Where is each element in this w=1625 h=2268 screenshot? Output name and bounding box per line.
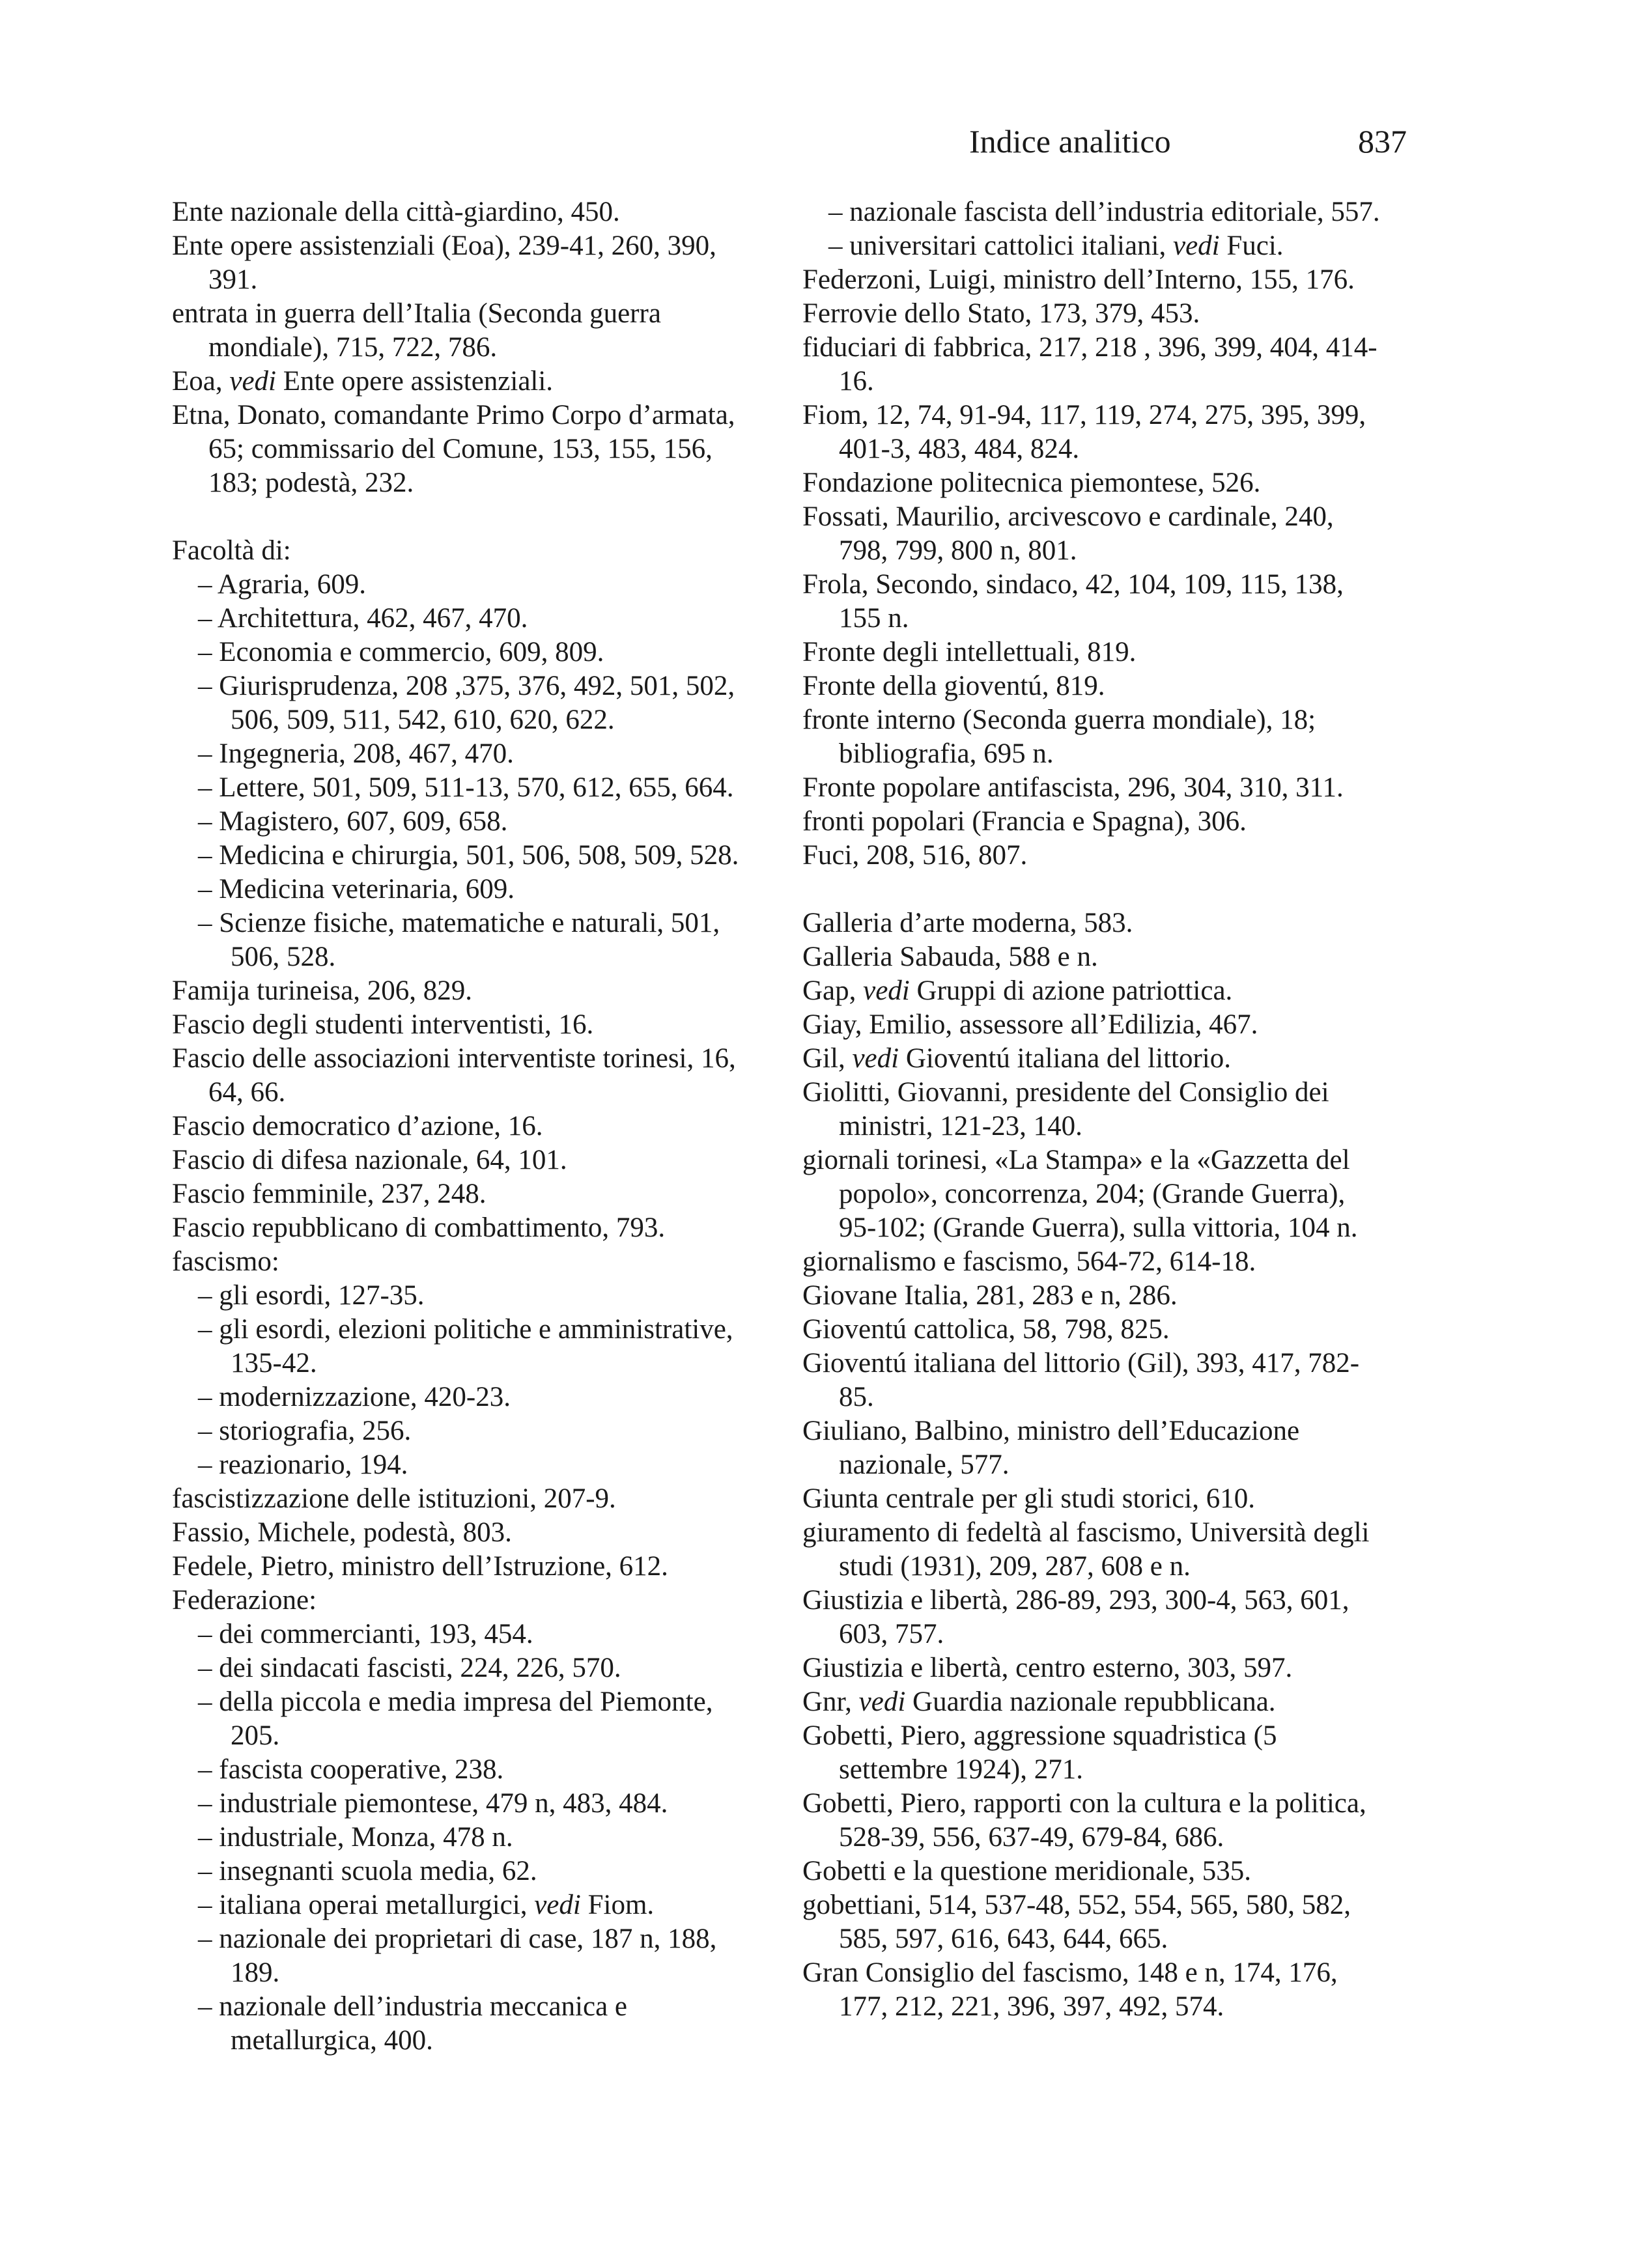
index-subentry: – Agraria, 609. — [172, 568, 758, 602]
index-entry: Ente nazionale della città-giardino, 450. — [172, 197, 620, 227]
index-entry: giornalismo e fascismo, 564-72, 614-18. — [802, 1246, 1256, 1277]
index-entry: Fascio femminile, 237, 248. — [172, 1179, 487, 1209]
index-entry: Giustizia e libertà, centro esterno, 303, 597. — [802, 1653, 1293, 1683]
index-entry: Fascio repubblicano di combattimento, 793. — [172, 1212, 666, 1243]
entry-text: italiana operai metallurgici, — [219, 1890, 535, 1920]
entry-text: Ente opere assistenziali. — [276, 366, 554, 397]
entry-text: universitari cattolici italiani, — [849, 231, 1173, 261]
index-column-left — [172, 195, 758, 2058]
index-entry: Frola, Secondo, sindaco, 42, 104, 109, 115, 138, 155 n. — [802, 569, 1344, 634]
index-subentry: – Economia e commercio, 609, 809. — [172, 636, 758, 669]
index-entry: Gran Consiglio del fascismo, 148 e n, 174, 176, 177, 212, 221, 396, 397, 492, 574. — [802, 1957, 1338, 2022]
index-subentry: – modernizzazione, 420-23. — [172, 1380, 758, 1414]
index-subentry: – Architettura, 462, 467, 470. — [172, 602, 758, 636]
index-entry — [802, 974, 1389, 1008]
index-entry: fiduciari di fabbrica, 217, 218 , 396, 399, 404, 414-16. — [802, 332, 1378, 397]
index-entry: gobettiani, 514, 537-48, 552, 554, 565, 580, 582, 585, 597, 616, 643, 644, 665. — [802, 1890, 1351, 1954]
index-entry: Galleria Sabauda, 588 e n. — [802, 942, 1098, 972]
entry-text: Gap, — [802, 975, 864, 1006]
index-entry: Fondazione politecnica piemontese, 526. — [802, 468, 1261, 498]
index-entry: Etna, Donato, comandante Primo Corpo d’armata, 65; commissario del Comune, 153, 155, 156, 183; podestà, 232. — [172, 400, 735, 498]
index-subentry: – Medicina e chirurgia, 501, 506, 508, 509, 528. — [172, 839, 758, 873]
index-entry: Giolitti, Giovanni, presidente del Consiglio dei ministri, 121-23, 140. — [802, 1077, 1329, 1141]
cross-reference-marker: vedi — [863, 975, 910, 1006]
index-subentry: – insegnanti scuola media, 62. — [172, 1855, 758, 1888]
index-entry: Famija turineisa, 206, 829. — [172, 975, 472, 1006]
index-entry: Fassio, Michele, podestà, 803. — [172, 1517, 512, 1548]
page-number: 837 — [1358, 123, 1407, 160]
running-title: Indice analitico — [969, 123, 1171, 160]
entry-text: Gioventú italiana del littorio. — [899, 1043, 1231, 1074]
cross-reference-marker: vedi — [852, 1043, 899, 1074]
index-entry: fronte interno (Seconda guerra mondiale), 18; bibliografia, 695 n. — [802, 705, 1316, 769]
index-entry: fronti popolari (Francia e Spagna), 306. — [802, 806, 1247, 837]
index-subentry: – reazionario, 194. — [172, 1448, 758, 1482]
entry-text: Gil, — [802, 1043, 853, 1074]
index-entry: Gioventú cattolica, 58, 798, 825. — [802, 1314, 1170, 1345]
index-entry: Ente opere assistenziali (Eoa), 239-41, 260, 390, 391. — [172, 231, 716, 295]
index-entry — [802, 1042, 1389, 1076]
cross-reference-marker: vedi — [1172, 231, 1220, 261]
index-entry: entrata in guerra dell’Italia (Seconda guerra mondiale), 715, 722, 786. — [172, 298, 661, 363]
index-entry: Fedele, Pietro, ministro dell’Istruzione, 612. — [172, 1551, 668, 1582]
cross-reference-marker: vedi — [229, 366, 276, 397]
entry-text: Gruppi di azione patriottica. — [909, 975, 1233, 1006]
index-entry: Giuliano, Balbino, ministro dell’Educazione nazionale, 577. — [802, 1416, 1300, 1480]
index-entry: Fascio di difesa nazionale, 64, 101. — [172, 1145, 567, 1175]
entry-text: Guardia nazionale repubblicana. — [905, 1687, 1276, 1717]
index-subentry: – Medicina veterinaria, 609. — [172, 873, 758, 906]
running-header — [969, 122, 1407, 175]
index-entry: Fiom, 12, 74, 91-94, 117, 119, 274, 275, 395, 399, 401-3, 483, 484, 824. — [802, 400, 1366, 464]
index-subentry: – nazionale dei proprietari di case, 187 n, 188, 189. — [172, 1922, 758, 1990]
index-entry: Gobetti, Piero, rapporti con la cultura e la politica, 528-39, 556, 637-49, 679-84, 686. — [802, 1788, 1366, 1853]
entry-text: Eoa, — [172, 366, 230, 397]
index-entry: Giunta centrale per gli studi storici, 610. — [802, 1483, 1255, 1514]
index-subentry: – dei commercianti, 193, 454. — [172, 1617, 758, 1651]
index-entry: Galleria d’arte moderna, 583. — [802, 908, 1133, 938]
index-entry: giuramento di fedeltà al fascismo, Università degli studi (1931), 209, 287, 608 e n. — [802, 1517, 1370, 1582]
index-subentry — [172, 1888, 758, 1922]
index-entry: giornali torinesi, «La Stampa» e la «Gazzetta del popolo», concorrenza, 204; (Grande Guerra), 95-102; (Grande Guerra), sulla vittoria, 104 n. — [802, 1145, 1358, 1243]
cross-reference-marker: vedi — [858, 1687, 906, 1717]
index-entry: Federzoni, Luigi, ministro dell’Interno, 155, 176. — [802, 264, 1355, 295]
index-entry: Federazione: — [172, 1585, 317, 1616]
index-subentry: – Lettere, 501, 509, 511-13, 570, 612, 655, 664. — [172, 771, 758, 805]
index-subentry — [802, 229, 1389, 263]
index-subentry: – storiografia, 256. — [172, 1414, 758, 1448]
index-entry: Gobetti e la questione meridionale, 535. — [802, 1856, 1252, 1886]
index-entry: Ferrovie dello Stato, 173, 379, 453. — [802, 298, 1200, 329]
entry-text: Gnr, — [802, 1687, 859, 1717]
index-subentry: – gli esordi, elezioni politiche e amministrative, 135-42. — [172, 1313, 758, 1380]
index-entry: Giay, Emilio, assessore all’Edilizia, 467. — [802, 1009, 1258, 1040]
index-subentry: – Giurisprudenza, 208 ,375, 376, 492, 501, 502, 506, 509, 511, 542, 610, 620, 622. — [172, 669, 758, 737]
cross-reference-marker: vedi — [534, 1890, 581, 1920]
index-subentry: – Magistero, 607, 609, 658. — [172, 805, 758, 839]
index-entry: Gioventú italiana del littorio (Gil), 393, 417, 782-85. — [802, 1348, 1360, 1412]
index-entry: Gobetti, Piero, aggressione squadristica (5 settembre 1924), 271. — [802, 1720, 1277, 1785]
index-entry: Facoltà di: — [172, 535, 291, 566]
index-subentry: – nazionale dell’industria meccanica e metallurgica, 400. — [172, 1990, 758, 2058]
index-entry — [802, 1685, 1389, 1719]
index-entry: Fronte degli intellettuali, 819. — [802, 637, 1137, 667]
index-subentry: – gli esordi, 127-35. — [172, 1279, 758, 1313]
index-subentry: – Scienze fisiche, matematiche e naturali, 501, 506, 528. — [172, 906, 758, 974]
index-entry — [172, 365, 758, 399]
entry-text: Fiom. — [580, 1890, 655, 1920]
index-entry: fascistizzazione delle istituzioni, 207-9. — [172, 1483, 616, 1514]
section-gap — [802, 873, 1389, 906]
index-subentry: – industriale piemontese, 479 n, 483, 484. — [172, 1787, 758, 1821]
index-column-right — [802, 195, 1389, 2024]
section-gap — [172, 500, 758, 534]
index-entry: Fronte della gioventú, 819. — [802, 671, 1105, 701]
index-entry: Fronte popolare antifascista, 296, 304, 310, 311. — [802, 772, 1344, 803]
index-entry: Giustizia e libertà, 286-89, 293, 300-4, 563, 601, 603, 757. — [802, 1585, 1349, 1649]
index-entry: Fascio degli studenti interventisti, 16. — [172, 1009, 594, 1040]
index-subentry: – nazionale fascista dell’industria editoriale, 557. — [802, 195, 1389, 229]
index-entry: Fascio democratico d’azione, 16. — [172, 1111, 543, 1141]
index-entry: fascismo: — [172, 1246, 279, 1277]
entry-text: Fuci. — [1219, 231, 1284, 261]
index-entry: Giovane Italia, 281, 283 e n, 286. — [802, 1280, 1178, 1311]
index-subentry: – fascista cooperative, 238. — [172, 1753, 758, 1787]
index-entry: Fascio delle associazioni interventiste torinesi, 16, 64, 66. — [172, 1043, 736, 1108]
index-subentry: – della piccola e media impresa del Piemonte, 205. — [172, 1685, 758, 1753]
index-entry: Fuci, 208, 516, 807. — [802, 840, 1028, 871]
index-subentry: – Ingegneria, 208, 467, 470. — [172, 737, 758, 771]
index-subentry: – dei sindacati fascisti, 224, 226, 570. — [172, 1651, 758, 1685]
index-entry: Fossati, Maurilio, arcivescovo e cardinale, 240, 798, 799, 800 n, 801. — [802, 501, 1334, 566]
index-subentry: – industriale, Monza, 478 n. — [172, 1821, 758, 1855]
